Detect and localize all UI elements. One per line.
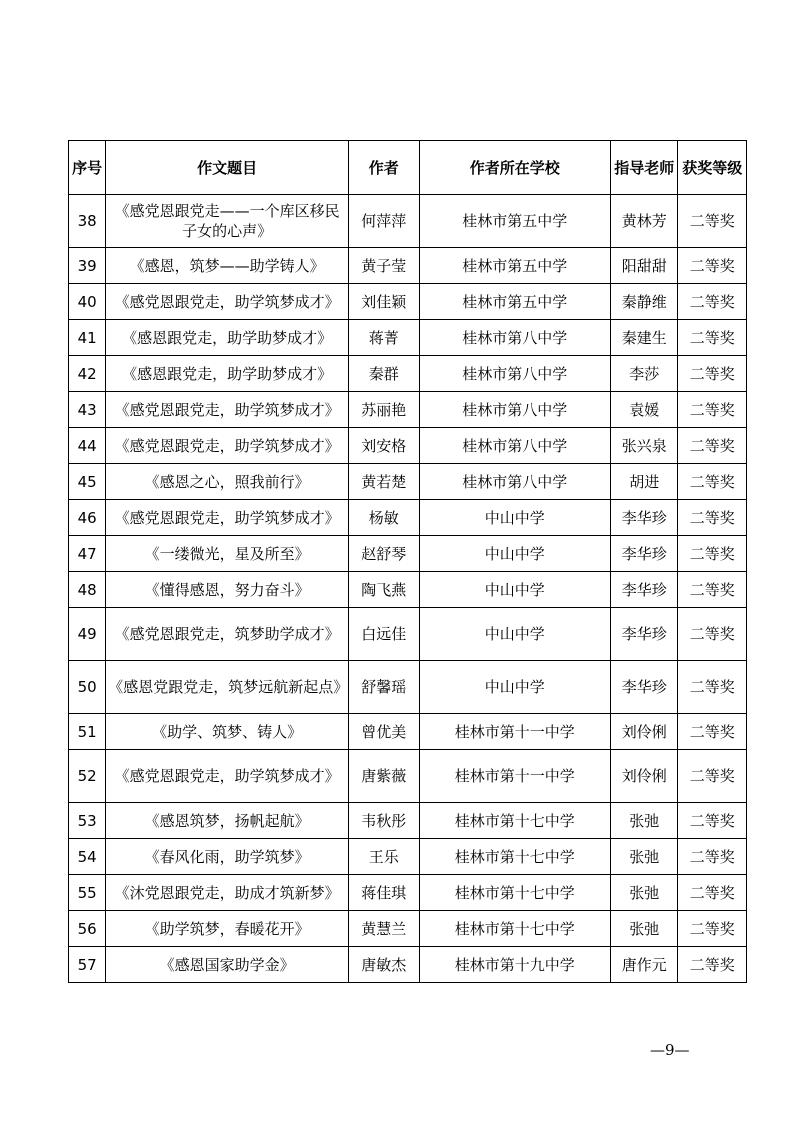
- header-teacher: 指导老师: [610, 141, 677, 195]
- header-author: 作者: [349, 141, 420, 195]
- table-row: [69, 750, 747, 803]
- cell-level: 二等奖: [678, 839, 747, 875]
- cell-author: 刘安格: [349, 428, 420, 464]
- cell-level: 二等奖: [678, 195, 747, 248]
- cell-level: 二等奖: [678, 803, 747, 839]
- cell-level: 二等奖: [678, 536, 747, 572]
- cell-title: 《感恩跟党走，助学助梦成才》: [106, 320, 349, 356]
- cell-title: 《感恩党跟党走，筑梦远航新起点》: [106, 661, 349, 714]
- cell-author: 秦群: [349, 356, 420, 392]
- cell-author: 苏丽艳: [349, 392, 420, 428]
- cell-school: 桂林市第十七中学: [419, 803, 610, 839]
- cell-no: 50: [69, 661, 106, 714]
- cell-no: 55: [69, 875, 106, 911]
- cell-level: 二等奖: [678, 947, 747, 983]
- table-row: [69, 661, 747, 714]
- cell-title: 《感党恩跟党走，助学筑梦成才》: [106, 392, 349, 428]
- table-row: [69, 839, 747, 875]
- cell-author: 黄慧兰: [349, 911, 420, 947]
- table-row: [69, 875, 747, 911]
- cell-level: 二等奖: [678, 464, 747, 500]
- cell-level: 二等奖: [678, 750, 747, 803]
- cell-teacher: 张弛: [610, 839, 677, 875]
- cell-school: 桂林市第五中学: [419, 195, 610, 248]
- cell-teacher: 李华珍: [610, 608, 677, 661]
- cell-no: 43: [69, 392, 106, 428]
- cell-author: 韦秋彤: [349, 803, 420, 839]
- table-row: [69, 536, 747, 572]
- header-no: 序号: [69, 141, 106, 195]
- cell-teacher: 秦建生: [610, 320, 677, 356]
- cell-level: 二等奖: [678, 248, 747, 284]
- cell-author: 黄子莹: [349, 248, 420, 284]
- cell-teacher: 张弛: [610, 803, 677, 839]
- cell-school: 桂林市第五中学: [419, 284, 610, 320]
- cell-no: 48: [69, 572, 106, 608]
- table-header-row: [69, 141, 747, 195]
- cell-title: 《一缕微光，星及所至》: [106, 536, 349, 572]
- cell-teacher: 刘伶俐: [610, 714, 677, 750]
- cell-level: 二等奖: [678, 661, 747, 714]
- cell-level: 二等奖: [678, 572, 747, 608]
- cell-school: 桂林市第五中学: [419, 248, 610, 284]
- table-row: [69, 392, 747, 428]
- cell-teacher: 张弛: [610, 911, 677, 947]
- cell-no: 54: [69, 839, 106, 875]
- cell-level: 二等奖: [678, 608, 747, 661]
- cell-teacher: 胡进: [610, 464, 677, 500]
- cell-author: 何萍萍: [349, 195, 420, 248]
- cell-title: 《助学、筑梦、铸人》: [106, 714, 349, 750]
- cell-author: 蒋佳琪: [349, 875, 420, 911]
- cell-teacher: 黄林芳: [610, 195, 677, 248]
- table-row: [69, 320, 747, 356]
- cell-level: 二等奖: [678, 500, 747, 536]
- cell-school: 中山中学: [419, 536, 610, 572]
- table-row: [69, 284, 747, 320]
- cell-no: 40: [69, 284, 106, 320]
- cell-level: 二等奖: [678, 356, 747, 392]
- cell-no: 57: [69, 947, 106, 983]
- cell-school: 桂林市第十一中学: [419, 750, 610, 803]
- cell-level: 二等奖: [678, 911, 747, 947]
- cell-school: 中山中学: [419, 608, 610, 661]
- table-row: [69, 911, 747, 947]
- cell-school: 桂林市第十九中学: [419, 947, 610, 983]
- cell-no: 41: [69, 320, 106, 356]
- cell-teacher: 刘伶俐: [610, 750, 677, 803]
- cell-teacher: 李华珍: [610, 500, 677, 536]
- cell-title: 《感恩国家助学金》: [106, 947, 349, 983]
- table-row: [69, 428, 747, 464]
- table-row: [69, 608, 747, 661]
- cell-title: 《春风化雨，助学筑梦》: [106, 839, 349, 875]
- header-title: 作文题目: [106, 141, 349, 195]
- cell-level: 二等奖: [678, 714, 747, 750]
- cell-no: 44: [69, 428, 106, 464]
- cell-teacher: 袁媛: [610, 392, 677, 428]
- cell-title: 《沐党恩跟党走，助成才筑新梦》: [106, 875, 349, 911]
- cell-no: 42: [69, 356, 106, 392]
- cell-teacher: 李华珍: [610, 536, 677, 572]
- cell-level: 二等奖: [678, 320, 747, 356]
- cell-title: 《感恩跟党走，助学助梦成才》: [106, 356, 349, 392]
- cell-author: 唐敏杰: [349, 947, 420, 983]
- cell-author: 白远佳: [349, 608, 420, 661]
- table-row: [69, 195, 747, 248]
- cell-school: 中山中学: [419, 661, 610, 714]
- cell-teacher: 李莎: [610, 356, 677, 392]
- cell-title: 《感党恩跟党走，助学筑梦成才》: [106, 284, 349, 320]
- cell-author: 杨敏: [349, 500, 420, 536]
- table-row: [69, 803, 747, 839]
- header-school: 作者所在学校: [419, 141, 610, 195]
- cell-title: 《懂得感恩，努力奋斗》: [106, 572, 349, 608]
- cell-author: 曾优美: [349, 714, 420, 750]
- cell-author: 舒馨瑶: [349, 661, 420, 714]
- table-row: [69, 248, 747, 284]
- cell-author: 刘佳颖: [349, 284, 420, 320]
- table-row: [69, 572, 747, 608]
- cell-no: 56: [69, 911, 106, 947]
- cell-teacher: 张弛: [610, 875, 677, 911]
- cell-no: 45: [69, 464, 106, 500]
- cell-no: 51: [69, 714, 106, 750]
- cell-teacher: 李华珍: [610, 572, 677, 608]
- cell-no: 49: [69, 608, 106, 661]
- cell-author: 陶飞燕: [349, 572, 420, 608]
- cell-school: 中山中学: [419, 500, 610, 536]
- cell-no: 38: [69, 195, 106, 248]
- cell-no: 46: [69, 500, 106, 536]
- cell-title: 《感党恩跟党走，筑梦助学成才》: [106, 608, 349, 661]
- cell-teacher: 阳甜甜: [610, 248, 677, 284]
- cell-no: 39: [69, 248, 106, 284]
- cell-teacher: 李华珍: [610, 661, 677, 714]
- table-row: [69, 714, 747, 750]
- cell-school: 桂林市第八中学: [419, 356, 610, 392]
- cell-author: 蒋菁: [349, 320, 420, 356]
- cell-school: 桂林市第十七中学: [419, 875, 610, 911]
- table-row: [69, 464, 747, 500]
- cell-teacher: 秦静维: [610, 284, 677, 320]
- cell-no: 52: [69, 750, 106, 803]
- table-row: [69, 947, 747, 983]
- page-number: —9—: [650, 1041, 690, 1059]
- cell-author: 唐紫薇: [349, 750, 420, 803]
- cell-title: 《感恩之心，照我前行》: [106, 464, 349, 500]
- cell-school: 桂林市第八中学: [419, 464, 610, 500]
- cell-title: 《感党恩跟党走——一个库区移民子女的心声》: [106, 195, 349, 248]
- cell-title: 《感党恩跟党走，助学筑梦成才》: [106, 500, 349, 536]
- header-level: 获奖等级: [678, 141, 747, 195]
- cell-title: 《助学筑梦，春暖花开》: [106, 911, 349, 947]
- cell-no: 47: [69, 536, 106, 572]
- cell-school: 中山中学: [419, 572, 610, 608]
- cell-title: 《感党恩跟党走，助学筑梦成才》: [106, 750, 349, 803]
- cell-level: 二等奖: [678, 392, 747, 428]
- cell-school: 桂林市第八中学: [419, 320, 610, 356]
- cell-title: 《感恩筑梦，扬帆起航》: [106, 803, 349, 839]
- cell-author: 王乐: [349, 839, 420, 875]
- cell-author: 黄若楚: [349, 464, 420, 500]
- cell-school: 桂林市第十七中学: [419, 911, 610, 947]
- table-body: [69, 195, 747, 983]
- cell-author: 赵舒琴: [349, 536, 420, 572]
- cell-title: 《感党恩跟党走，助学筑梦成才》: [106, 428, 349, 464]
- cell-school: 桂林市第十七中学: [419, 839, 610, 875]
- table-row: [69, 356, 747, 392]
- cell-teacher: 唐作元: [610, 947, 677, 983]
- cell-school: 桂林市第十一中学: [419, 714, 610, 750]
- cell-school: 桂林市第八中学: [419, 392, 610, 428]
- cell-no: 53: [69, 803, 106, 839]
- cell-level: 二等奖: [678, 284, 747, 320]
- cell-title: 《感恩，筑梦——助学铸人》: [106, 248, 349, 284]
- cell-teacher: 张兴泉: [610, 428, 677, 464]
- award-table: [68, 140, 747, 983]
- cell-school: 桂林市第八中学: [419, 428, 610, 464]
- cell-level: 二等奖: [678, 428, 747, 464]
- table-row: [69, 500, 747, 536]
- cell-level: 二等奖: [678, 875, 747, 911]
